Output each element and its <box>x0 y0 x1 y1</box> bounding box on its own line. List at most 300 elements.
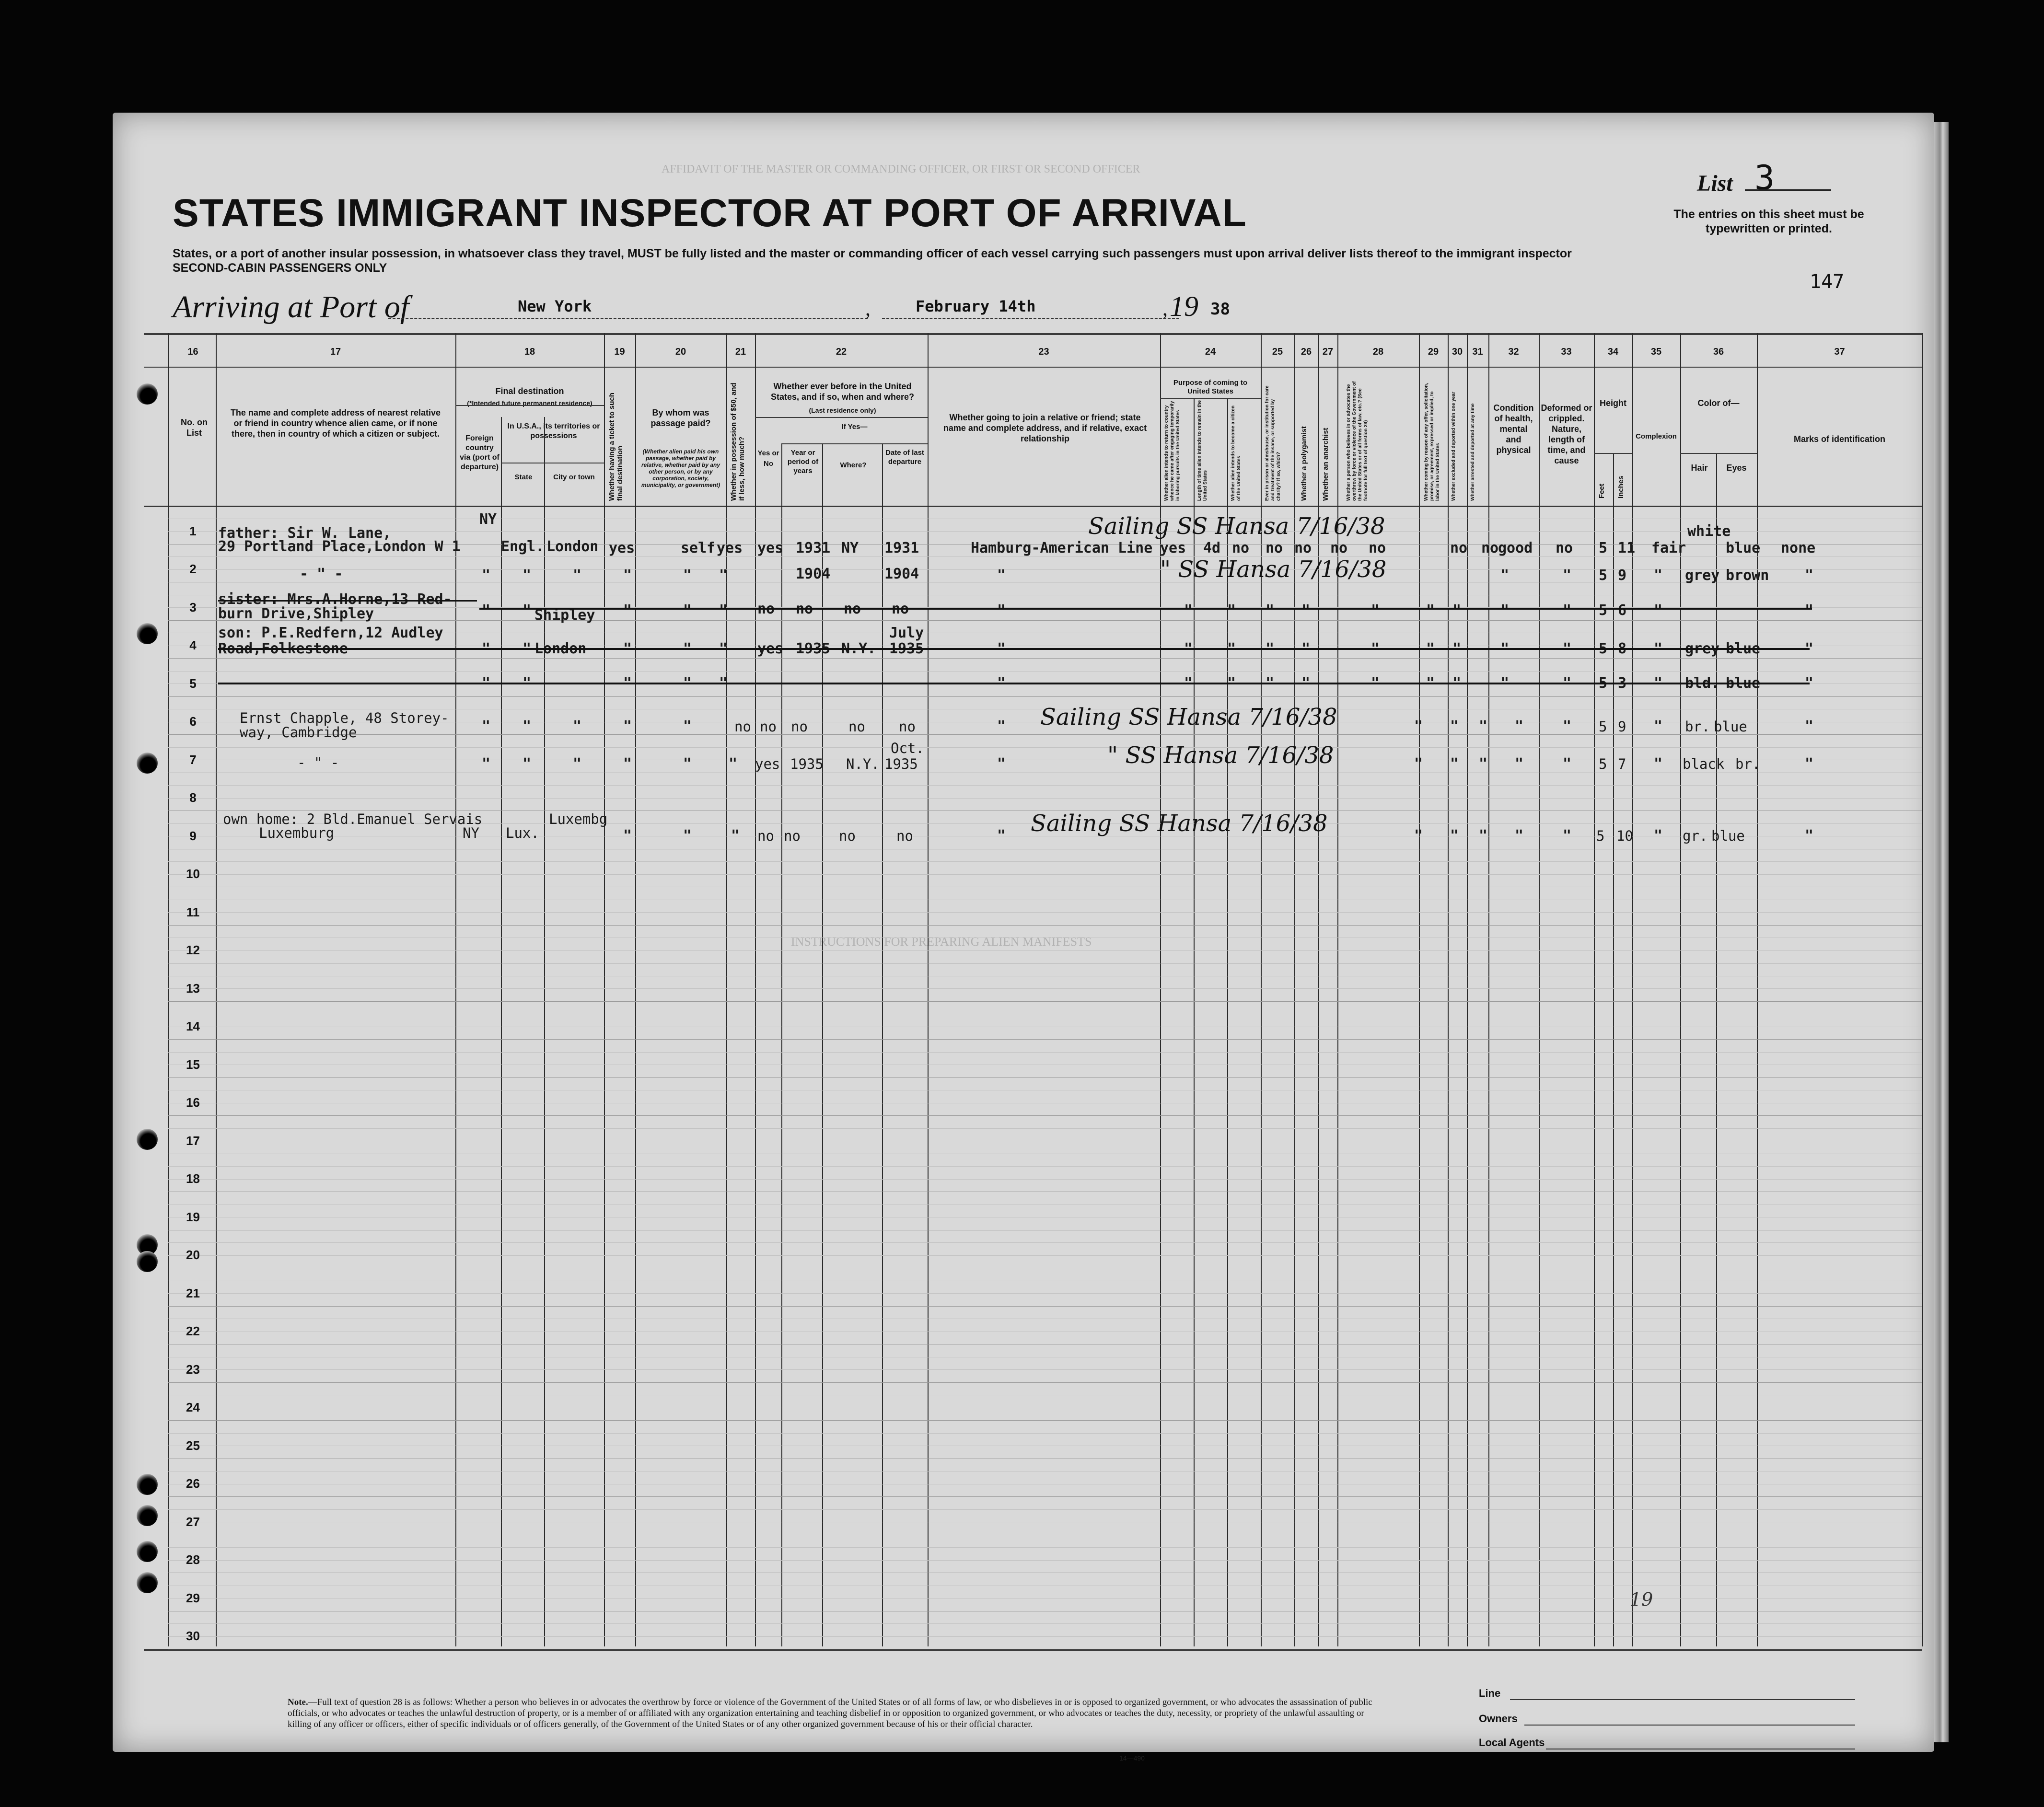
ditto-mark: " <box>523 755 532 772</box>
row-number: 2 <box>189 562 197 576</box>
row-subrule <box>168 747 1922 748</box>
ditto-mark: " <box>731 827 740 844</box>
ditto-mark: " <box>719 602 728 619</box>
row1-year: 1931 <box>796 540 831 556</box>
row1-foreign-country: NY <box>479 511 497 528</box>
binder-hole <box>137 753 158 774</box>
ditto-mark: " <box>997 718 1006 735</box>
row4-departure: 1935 <box>889 640 924 657</box>
row7-handwriting: " SS Hansa 7/16/38 <box>1107 742 1334 769</box>
ditto-mark: " <box>1563 675 1572 692</box>
ditto-mark: " <box>1563 718 1572 735</box>
ditto-mark: " <box>482 567 491 584</box>
col-number: 16 <box>187 347 198 357</box>
row-number: 9 <box>189 829 197 843</box>
owners-label: Owners <box>1479 1713 1518 1725</box>
sheet-number: 147 <box>1810 271 1845 293</box>
row9-state: Lux. <box>506 825 539 841</box>
row-subrule <box>168 1547 1922 1548</box>
color-of-heading: Color of— <box>1697 398 1740 408</box>
row3-before: no <box>757 601 775 617</box>
ditto-mark: " <box>1426 640 1435 657</box>
row6-eyes: blue <box>1714 718 1747 735</box>
row-rule <box>168 620 1922 621</box>
col-number: 27 <box>1322 347 1334 357</box>
col-number: 34 <box>1607 347 1619 357</box>
row7-before: yes <box>755 756 780 772</box>
row-number: 25 <box>186 1438 200 1453</box>
row2-inches: 9 <box>1618 567 1627 584</box>
binder-hole <box>137 1251 158 1272</box>
column-rule <box>1716 453 1717 1646</box>
ditto-mark: " <box>1227 640 1236 657</box>
row-subrule <box>168 1433 1922 1434</box>
ditto-mark: " <box>1227 602 1236 619</box>
row9-city: Luxembg <box>549 811 608 827</box>
row1-joining: Hamburg-American Line <box>971 540 1153 556</box>
ditto-mark: " <box>1654 827 1663 844</box>
ditto-mark: " <box>683 640 692 657</box>
row7-departure: 1935 <box>884 756 918 772</box>
ditto-mark: " <box>573 718 582 735</box>
row4-inches: 8 <box>1618 640 1627 657</box>
row-rule <box>168 1077 1922 1078</box>
row7-hair: black <box>1683 756 1725 772</box>
row-number: 19 <box>186 1210 200 1224</box>
row9-relative-line2: Luxemburg <box>259 825 335 841</box>
ditto-mark: " <box>683 718 692 735</box>
ditto-mark: " <box>719 675 728 692</box>
row3-feet: 5 <box>1599 602 1608 619</box>
in-usa-heading: In U.S.A., its territories or possessions <box>507 422 600 440</box>
ditto-mark: " <box>623 567 632 584</box>
column-rule <box>781 443 782 1646</box>
row5-inches: 3 <box>1618 675 1627 692</box>
ditto-mark: " <box>1500 640 1510 657</box>
ditto-mark: " <box>1654 718 1663 735</box>
row2-eyes: brown <box>1726 567 1769 584</box>
ditto-mark: " <box>1479 827 1488 844</box>
row-number: 24 <box>186 1400 200 1414</box>
header-bottom-rule <box>144 506 1922 507</box>
complexion-heading: Complexion <box>1636 432 1677 440</box>
footnote-text: —Full text of question 28 is as follows: Whether a person who believes in or advocates the overthrow by force or violence of the Government of the United States or of all forms of law, or who disbelieves in or is opposed to organized government, or who advocates the assassination of public officials, or who advocates or teaches the unlawful destruction of property, or is a member of or affiliated with any organization entertaining and teaching disbelief in or opposition to organized government, or who advocates or teaches the duty, necessity, or propriety of the unlawful assaulting or killing of any officer or officers, either of specific individuals or of officers generally, of the Government of the United States or of any other organized government because of his or their official character. <box>288 1697 1372 1729</box>
row9-inches: 10 <box>1616 828 1633 844</box>
row4-relative-line2: Road,Folkestone <box>218 640 348 657</box>
row7-year: 1935 <box>790 756 824 772</box>
row-rule <box>168 1001 1922 1002</box>
ditto-mark: " <box>1479 755 1488 772</box>
row4-year: 1935 <box>796 640 831 657</box>
ditto-mark: " <box>1515 718 1524 735</box>
ditto-mark: " <box>1414 718 1423 735</box>
row3-relative-line1: sister: Mrs.A.Horne,13 Red- <box>218 591 452 608</box>
row3-city: Shipley <box>534 607 595 624</box>
row1-overthrow: no <box>1369 540 1386 556</box>
row2-feet: 5 <box>1599 567 1608 584</box>
list-note: The entries on this sheet must be typewritten or printed. <box>1673 208 1864 235</box>
eyes-heading: Eyes <box>1726 463 1747 473</box>
ditto-mark: " <box>523 718 532 735</box>
row-subrule <box>168 1636 1922 1637</box>
ditto-mark: " <box>1654 675 1663 692</box>
col-number: 19 <box>614 347 625 357</box>
ditto-mark: " <box>623 675 632 692</box>
column-rule <box>501 417 502 1646</box>
ditto-mark: " <box>1805 718 1814 735</box>
where-heading: Where? <box>840 461 867 469</box>
column-rule <box>544 417 545 1646</box>
no-on-list-heading: No. on List <box>181 417 208 438</box>
row6-relative-line2: way, Cambridge <box>240 724 357 741</box>
purpose-citizen-heading: Whether alien intends to become a citizen of the United States <box>1231 405 1242 501</box>
col-number: 25 <box>1272 347 1283 357</box>
row-subrule <box>168 950 1922 951</box>
header-subrule <box>755 417 928 418</box>
purpose-heading: Purpose of coming to United States <box>1173 379 1248 395</box>
col-number: 31 <box>1472 347 1483 357</box>
header-subrule <box>1594 453 1632 454</box>
row6-departure: no <box>899 718 916 735</box>
header-subrule <box>455 405 604 406</box>
row-number: 5 <box>189 676 197 691</box>
col-number: 30 <box>1452 347 1463 357</box>
col-number: 28 <box>1372 347 1384 357</box>
ditto-mark: " <box>623 827 632 844</box>
ditto-mark: " <box>1301 675 1311 692</box>
col-number: 36 <box>1713 347 1724 357</box>
row9-foreign-country: NY <box>463 825 479 841</box>
row5-eyes: blue <box>1726 675 1761 692</box>
header-subrule <box>781 443 928 444</box>
header-subrule <box>1160 398 1261 399</box>
line-label: Line <box>1479 1687 1501 1699</box>
row-number: 18 <box>186 1171 200 1186</box>
column-rule <box>1680 333 1681 1646</box>
row1-deformed: no <box>1556 540 1573 556</box>
row9-hair: gr. <box>1683 828 1708 844</box>
header-class-note: SECOND-CABIN PASSENGERS ONLY <box>173 261 387 275</box>
col-number: 23 <box>1038 347 1049 357</box>
row-number: 1 <box>189 524 197 538</box>
possession-heading: Whether in possession of $50, and if less, how much? <box>730 382 746 501</box>
column-rule <box>1632 333 1633 1646</box>
row-subrule <box>168 861 1922 862</box>
yes-no-heading: Yes or No <box>757 449 779 468</box>
footnote-lead: Note. <box>288 1697 308 1707</box>
col-number: 22 <box>836 347 847 357</box>
row-rule <box>168 658 1922 659</box>
row-subrule <box>168 798 1922 799</box>
row9-eyes: blue <box>1711 828 1745 844</box>
line-rule <box>1510 1699 1855 1700</box>
height-heading: Height <box>1600 398 1626 408</box>
row1-complexion: fair <box>1651 540 1686 556</box>
state-heading: State <box>514 473 533 481</box>
hair-heading: Hair <box>1691 463 1708 473</box>
foreign-country-heading: Foreign country via (port of departure) <box>460 434 499 471</box>
ditto-mark: " <box>482 718 491 735</box>
row-subrule <box>168 874 1922 875</box>
ditto-mark: " <box>1452 602 1462 619</box>
binder-hole <box>137 1474 158 1495</box>
row-rule <box>168 1306 1922 1307</box>
ditto-mark: " <box>623 640 632 657</box>
row-subrule <box>168 1242 1922 1243</box>
anarchist-heading: Whether an anarchist <box>1322 428 1330 501</box>
row-number: 6 <box>189 714 197 729</box>
column-rule <box>1194 398 1195 1646</box>
column-rule <box>1448 333 1449 1646</box>
ditto-mark: " <box>1414 827 1423 844</box>
row1-ticket: yes <box>609 540 635 556</box>
year-prefix: 19 <box>1170 290 1198 322</box>
col-number: 24 <box>1205 347 1216 357</box>
ditto-mark: " <box>1371 675 1380 692</box>
row-subrule <box>168 912 1922 913</box>
col-number: 17 <box>330 347 341 357</box>
row3-year: no <box>796 601 813 617</box>
row1-paid-by: self <box>681 540 716 556</box>
row1-anarchist: no <box>1330 540 1348 556</box>
ditto-mark: " <box>1805 675 1814 692</box>
footnote <box>288 1697 1390 1730</box>
ditto-mark: " <box>1563 827 1572 844</box>
row1-state: Engl. <box>501 538 545 555</box>
passage-paid-note: (Whether alien paid his own passage, whether paid by relative, whether paid by any other person, or by any corporation, society, municipality, or government) <box>641 448 720 488</box>
ditto-mark: " <box>1266 602 1275 619</box>
deformed-heading: Deformed or crippled. Nature, length of time, and cause <box>1541 403 1592 465</box>
ditto-mark: " <box>997 675 1006 692</box>
row-number: 12 <box>186 943 200 957</box>
row6-year: no <box>791 718 808 735</box>
row6-possession: no <box>734 718 751 735</box>
row-rule <box>168 925 1922 926</box>
comma: , <box>1162 297 1168 320</box>
row2-handwriting: " SS Hansa 7/16/38 <box>1160 556 1387 583</box>
row4-city: London <box>534 640 587 657</box>
ditto-mark: " <box>1654 640 1663 657</box>
ditto-mark: " <box>1563 755 1572 772</box>
row-subrule <box>168 1293 1922 1294</box>
row1-purpose-citizen: no <box>1232 540 1250 556</box>
col-number: 33 <box>1561 347 1572 357</box>
col-number: 26 <box>1301 347 1312 357</box>
ditto-mark: " <box>1426 675 1435 692</box>
row1-feet: 5 <box>1599 540 1608 556</box>
row-number: 14 <box>186 1019 200 1033</box>
ditto-mark: " <box>1563 640 1572 657</box>
ditto-mark: " <box>683 567 692 584</box>
column-rule <box>168 333 169 1646</box>
row3-strikethrough <box>479 608 1812 610</box>
ditto-mark: " <box>573 755 582 772</box>
row-rule <box>168 1420 1922 1421</box>
ditto-mark: " <box>1266 640 1275 657</box>
column-rule <box>455 333 456 1646</box>
row7-inches: 7 <box>1618 756 1626 772</box>
arrested-heading: Whether arrested and deported at any time <box>1470 403 1475 501</box>
row9-year: no <box>784 828 801 844</box>
purpose-length-heading: Length of time alien intends to remain in the United States <box>1197 400 1208 501</box>
ditto-mark: " <box>1184 675 1193 692</box>
row-number: 15 <box>186 1057 200 1072</box>
inches-heading: Inches <box>1617 475 1625 498</box>
row-number: 17 <box>186 1134 200 1148</box>
ditto-mark: " <box>482 675 491 692</box>
excluded-heading: Whether excluded and deported within one year <box>1451 392 1456 501</box>
ditto-mark: " <box>1301 602 1311 619</box>
ditto-mark: " <box>1450 827 1459 844</box>
row1-city: London <box>546 538 599 555</box>
col-number: 37 <box>1834 347 1845 357</box>
row4-feet: 5 <box>1599 640 1608 657</box>
ditto-mark: " <box>1563 567 1572 584</box>
ditto-mark: " <box>1500 602 1510 619</box>
row6-feet: 5 <box>1599 718 1607 735</box>
ditto-mark: " <box>482 640 491 657</box>
row-rule <box>168 1115 1922 1116</box>
column-rule <box>1594 333 1595 1646</box>
column-rule <box>1488 333 1489 1646</box>
row-subrule <box>168 785 1922 786</box>
ditto-mark: " <box>1563 602 1572 619</box>
ditto-mark: " <box>523 602 532 619</box>
final-destination-heading: Final destination <box>495 386 564 396</box>
ditto-mark: " <box>1805 640 1814 657</box>
row6-where: no <box>848 718 865 735</box>
column-rule <box>1613 453 1614 1646</box>
row-number: 22 <box>186 1324 200 1338</box>
row3-where: no <box>844 601 861 617</box>
marks-heading: Marks of identification <box>1793 434 1886 444</box>
col-number: 20 <box>675 347 686 357</box>
ditto-mark: " <box>573 567 582 584</box>
column-rule <box>1539 333 1540 1646</box>
ditto-mark: " <box>719 640 728 657</box>
row3-inches: 6 <box>1618 602 1627 619</box>
final-destination-note: (*Intended future permanent residence) <box>467 399 592 407</box>
row4-where: N.Y. <box>841 640 876 657</box>
bleed-through-text: INSTRUCTIONS FOR PREPARING ALIEN MANIFESTS <box>791 935 1092 949</box>
ditto-mark: " <box>1805 602 1814 619</box>
year-suffix: 38 <box>1210 300 1230 319</box>
ditto-mark: " <box>482 602 491 619</box>
ditto-mark: " <box>1301 640 1311 657</box>
row1-marks: none <box>1781 540 1816 556</box>
ditto-mark: " <box>1654 567 1663 584</box>
ditto-mark: " <box>997 755 1006 772</box>
row1-purpose-return: yes <box>1160 540 1186 556</box>
row-number: 3 <box>189 600 197 614</box>
row6-hair: br. <box>1685 718 1710 735</box>
row3-relative-line2: burn Drive,Shipley <box>218 605 374 622</box>
row1-relative-line1: father: Sir W. Lane, <box>218 525 392 542</box>
ditto-mark: " <box>1515 827 1524 844</box>
ditto-mark: " <box>683 602 692 619</box>
column-rule <box>822 443 823 1646</box>
col-number: 18 <box>524 347 535 357</box>
column-rule <box>1419 333 1420 1646</box>
feet-heading: Feet <box>1598 484 1606 498</box>
row7-where: N.Y. <box>846 756 880 772</box>
row6-handwriting: Sailing SS Hansa 7/16/38 <box>1040 704 1337 730</box>
column-rule <box>1922 333 1923 1646</box>
column-rule <box>216 333 217 1646</box>
row4-hair: grey <box>1685 640 1720 657</box>
ditto-mark: " <box>1266 675 1275 692</box>
row4-departure-top: July <box>889 625 924 641</box>
page-title: STATES IMMIGRANT INSPECTOR AT PORT OF ARRIVAL <box>173 191 1247 235</box>
owners-rule <box>1524 1725 1855 1726</box>
ditto-mark: " <box>1184 602 1193 619</box>
row7-feet: 5 <box>1599 756 1607 772</box>
before-in-us-heading: Whether ever before in the United States, and if so, when and where? <box>770 382 915 402</box>
column-rule <box>1467 333 1468 1646</box>
ditto-mark: " <box>1227 675 1236 692</box>
ditto-mark: " <box>482 755 491 772</box>
row-subrule <box>168 1369 1922 1370</box>
row1-health: good <box>1498 540 1533 556</box>
row-rule <box>168 1039 1922 1040</box>
binder-hole <box>137 1541 158 1562</box>
row-number: 28 <box>186 1552 200 1567</box>
row1-departure: 1931 <box>884 540 919 556</box>
column-rule <box>1227 398 1228 1646</box>
column-rule <box>635 333 636 1646</box>
row-subrule <box>168 1509 1922 1510</box>
ditto-mark: " <box>1479 718 1488 735</box>
binder-hole <box>137 1572 158 1593</box>
column-rule <box>726 333 727 1646</box>
column-rule <box>604 333 605 1646</box>
ditto-mark: " <box>683 675 692 692</box>
ditto-mark: " <box>523 640 532 657</box>
binder-hole <box>137 1505 158 1526</box>
ditto-mark: " <box>1805 567 1814 584</box>
row-rule <box>168 1496 1922 1497</box>
ditto-mark: " <box>623 755 632 772</box>
row1-purpose-length: 4d <box>1203 540 1221 556</box>
row2-relative: - " - <box>300 566 343 582</box>
ditto-mark: " <box>523 675 532 692</box>
row-number: 4 <box>189 638 197 652</box>
row1-arrested: no <box>1481 540 1499 556</box>
health-heading: Condition of health, mental and physical <box>1493 403 1534 455</box>
row1-relative-line2: 29 Portland Place,London W 1 <box>218 538 461 555</box>
row9-feet: 5 <box>1596 828 1605 844</box>
date-value: February 14th <box>916 297 1036 315</box>
row4-relative-line1: son: P.E.Redfern,12 Audley <box>218 625 443 641</box>
row-number: 29 <box>186 1591 200 1605</box>
row-subrule <box>168 1179 1922 1180</box>
overthrow-heading: Whether a person who believes in or advocates the overthrow by force or violence of the Government of the United States or of all forms of law, etc.? (See footnote for full text of question 28) <box>1346 381 1369 501</box>
ditto-mark: " <box>729 755 738 772</box>
row7-departure-top: Oct. <box>891 740 924 756</box>
row3-departure: no <box>892 601 909 617</box>
col-number: 35 <box>1650 347 1662 357</box>
col-number: 21 <box>735 347 746 357</box>
row6-inches: 9 <box>1618 718 1626 735</box>
ditto-mark: " <box>997 602 1006 619</box>
row6-before: no <box>760 718 777 735</box>
ditto-mark: " <box>997 567 1006 584</box>
contract-labor-heading: Whether coming by reason of any offer, solicitation, promise, or agreement, expressed or implied, to labor in the United States <box>1424 382 1440 501</box>
polygamist-heading: Whether a polygamist <box>1300 426 1308 501</box>
row6-relative-line1: Ernst Chapple, 48 Storey- <box>240 710 449 726</box>
row1-inches: 11 <box>1618 540 1636 556</box>
column-rule <box>1757 333 1758 1646</box>
